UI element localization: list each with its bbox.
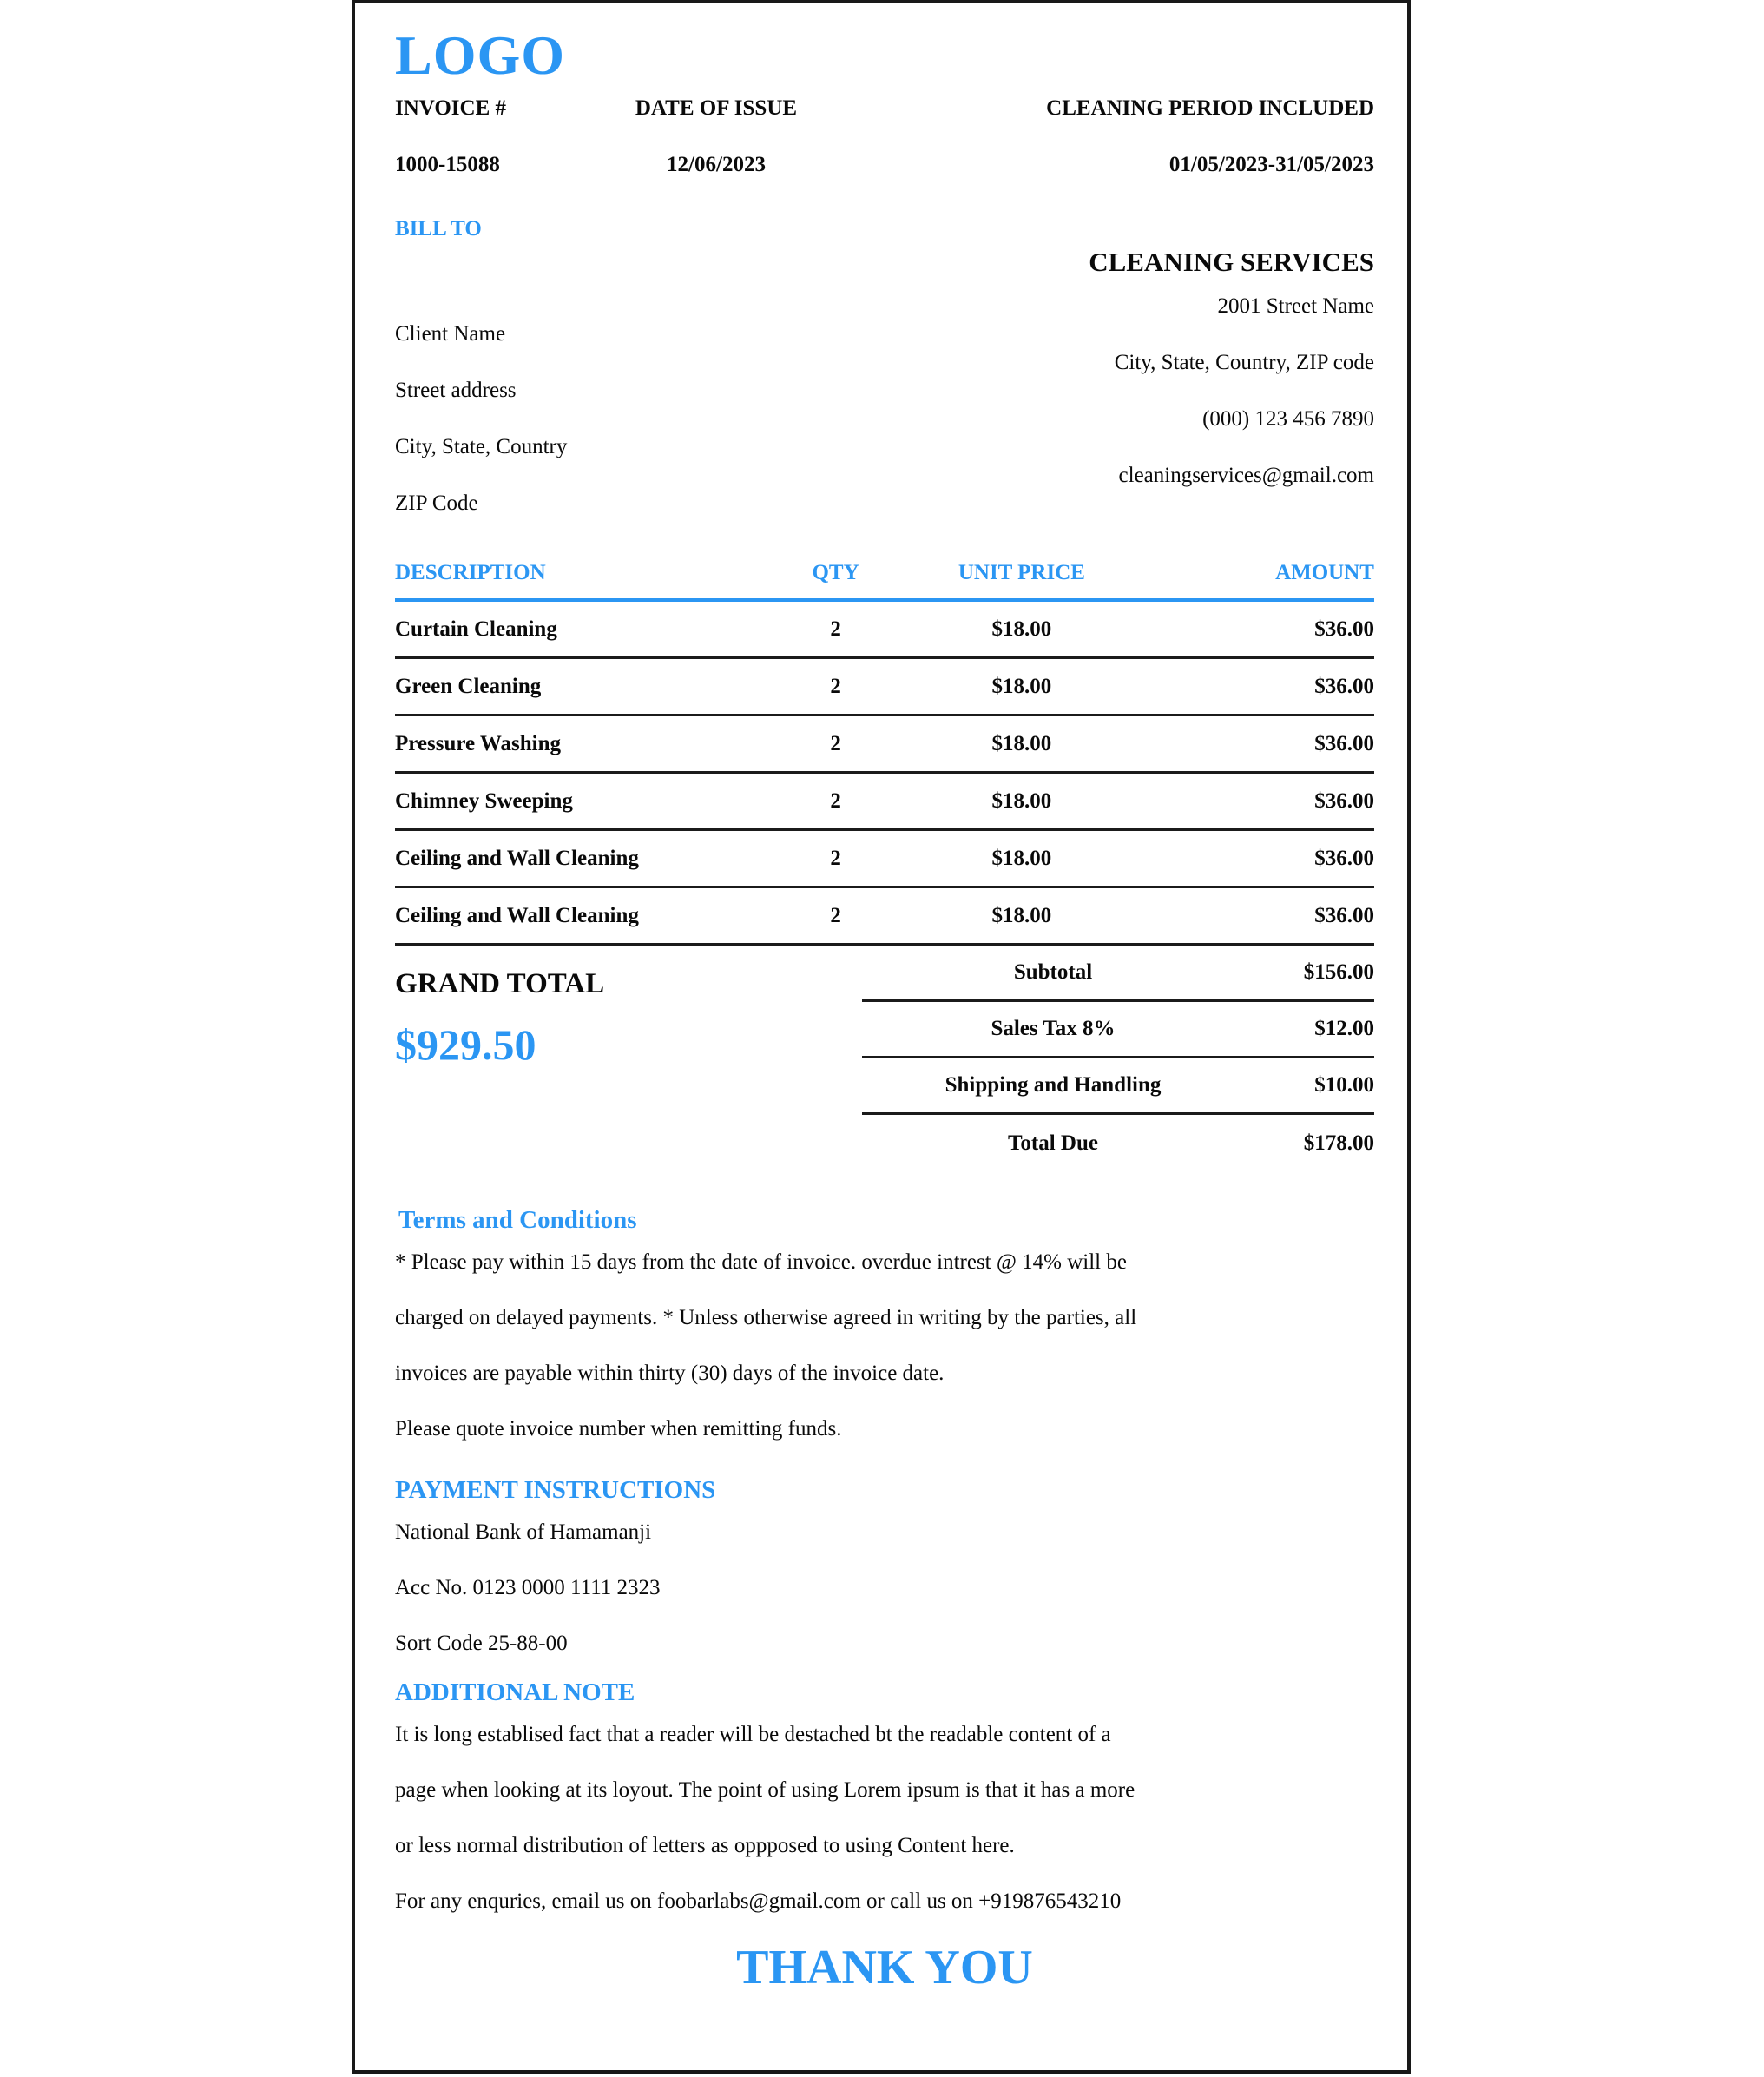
contact-line: For any enquries, email us on foobarlabs@gmail.com or call us on +919876543210	[395, 1889, 1122, 1914]
item-description: Green Cleaning	[395, 674, 542, 698]
item-unit-price: $18.00	[991, 617, 1052, 641]
note-line: or less normal distribution of letters as oppposed to using Content here.	[395, 1834, 1015, 1858]
item-qty: 2	[830, 846, 841, 870]
item-qty: 2	[830, 674, 841, 698]
date-of-issue-label: DATE OF ISSUE	[635, 96, 798, 121]
terms-heading: Terms and Conditions	[398, 1206, 637, 1235]
item-amount: $36.00	[1314, 674, 1374, 698]
item-qty: 2	[830, 788, 841, 813]
total-due-row	[862, 1115, 1374, 1171]
sales-tax-value: $12.00	[1314, 1017, 1374, 1041]
table-row	[395, 888, 1374, 946]
item-unit-price: $18.00	[991, 788, 1052, 813]
remit-note: Please quote invoice number when remitting funds.	[395, 1417, 842, 1441]
shipping-label: Shipping and Handling	[945, 1073, 1162, 1098]
item-unit-price: $18.00	[991, 903, 1052, 927]
date-of-issue-block	[573, 96, 859, 177]
terms-body	[395, 1235, 1374, 1457]
column-header-description: DESCRIPTION	[395, 561, 546, 585]
terms-line: * Please pay within 15 days from the date of invoice. overdue intrest @ 14% will be	[395, 1250, 1127, 1275]
item-amount: $36.00	[1314, 617, 1374, 641]
company-line: (000) 123 456 7890	[1202, 407, 1374, 432]
date-of-issue-value: 12/06/2023	[667, 153, 766, 177]
subtotal-label: Subtotal	[1013, 960, 1093, 985]
item-description: Chimney Sweeping	[395, 788, 573, 813]
company-address	[1089, 241, 1374, 531]
bill-to-line: Client Name	[395, 322, 506, 346]
additional-note-body	[395, 1707, 1374, 1929]
bill-to-line: Street address	[395, 379, 517, 403]
grand-total-value: $929.50	[395, 1020, 536, 1070]
invoice-number-value: 1000-15088	[395, 153, 500, 177]
item-unit-price: $18.00	[991, 731, 1052, 755]
totals-table	[862, 946, 1374, 1171]
column-header-unit-price: UNIT PRICE	[958, 561, 1085, 585]
item-unit-price: $18.00	[991, 846, 1052, 870]
table-row	[395, 774, 1374, 831]
invoice-page	[352, 0, 1411, 2074]
subtotal-value: $156.00	[1303, 960, 1374, 985]
company-name: CLEANING SERVICES	[1089, 247, 1374, 278]
bill-to-heading: BILL TO	[395, 217, 482, 241]
bill-to-line: ZIP Code	[395, 491, 478, 516]
grand-total-block	[395, 946, 604, 1070]
total-due-value: $178.00	[1303, 1131, 1374, 1155]
column-header-amount: AMOUNT	[1275, 561, 1374, 585]
payment-instructions-heading: PAYMENT INSTRUCTIONS	[395, 1476, 716, 1505]
table-header-row	[395, 561, 1374, 602]
item-amount: $36.00	[1314, 788, 1374, 813]
cleaning-period-block	[859, 96, 1374, 177]
grand-total-label: GRAND TOTAL	[395, 968, 605, 1000]
addresses	[395, 241, 1374, 531]
item-description: Curtain Cleaning	[395, 617, 557, 641]
bank-name: National Bank of Hamamanji	[395, 1520, 652, 1545]
terms-line: charged on delayed payments. * Unless otherwise agreed in writing by the parties, all	[395, 1306, 1137, 1330]
bill-to-address	[395, 241, 567, 531]
item-description: Ceiling and Wall Cleaning	[395, 903, 639, 927]
item-amount: $36.00	[1314, 731, 1374, 755]
total-due-label: Total Due	[1008, 1131, 1098, 1155]
bill-to-line: City, State, Country	[395, 435, 568, 459]
company-line: 2001 Street Name	[1217, 294, 1374, 319]
line-items-table	[395, 561, 1374, 946]
invoice-number-block	[395, 96, 573, 177]
subtotal-row	[862, 946, 1374, 1002]
sales-tax-label: Sales Tax 8%	[991, 1017, 1116, 1041]
item-qty: 2	[830, 903, 841, 927]
company-line: City, State, Country, ZIP code	[1114, 351, 1374, 375]
invoice-meta	[395, 96, 1374, 177]
sort-code: Sort Code 25-88-00	[395, 1632, 568, 1656]
invoice-number-label: INVOICE #	[395, 96, 506, 121]
shipping-value: $10.00	[1314, 1073, 1374, 1098]
item-description: Pressure Washing	[395, 731, 562, 755]
table-row	[395, 716, 1374, 774]
note-line: It is long establised fact that a reader will be destached bt the readable content of a	[395, 1723, 1111, 1747]
item-description: Ceiling and Wall Cleaning	[395, 846, 639, 870]
column-header-qty: QTY	[812, 561, 859, 585]
item-unit-price: $18.00	[991, 674, 1052, 698]
item-qty: 2	[830, 731, 841, 755]
additional-note-heading: ADDITIONAL NOTE	[395, 1678, 635, 1707]
payment-instructions	[395, 1505, 1374, 1671]
note-line: page when looking at its loyout. The point of using Lorem ipsum is that it has a more	[395, 1778, 1135, 1803]
cleaning-period-value: 01/05/2023-31/05/2023	[1168, 153, 1374, 177]
logo: LOGO	[395, 24, 566, 86]
shipping-row	[862, 1058, 1374, 1115]
item-amount: $36.00	[1314, 903, 1374, 927]
terms-line: invoices are payable within thirty (30) days of the invoice date.	[395, 1362, 945, 1386]
table-row	[395, 659, 1374, 716]
table-row	[395, 602, 1374, 659]
account-number: Acc No. 0123 0000 1111 2323	[395, 1576, 661, 1600]
item-qty: 2	[830, 617, 841, 641]
table-row	[395, 831, 1374, 888]
item-amount: $36.00	[1314, 846, 1374, 870]
sales-tax-row	[862, 1002, 1374, 1058]
totals-section	[395, 946, 1374, 1171]
cleaning-period-label: CLEANING PERIOD INCLUDED	[1046, 96, 1374, 121]
thank-you-text: THANK YOU	[736, 1941, 1033, 1995]
company-line: cleaningservices@gmail.com	[1118, 464, 1374, 488]
